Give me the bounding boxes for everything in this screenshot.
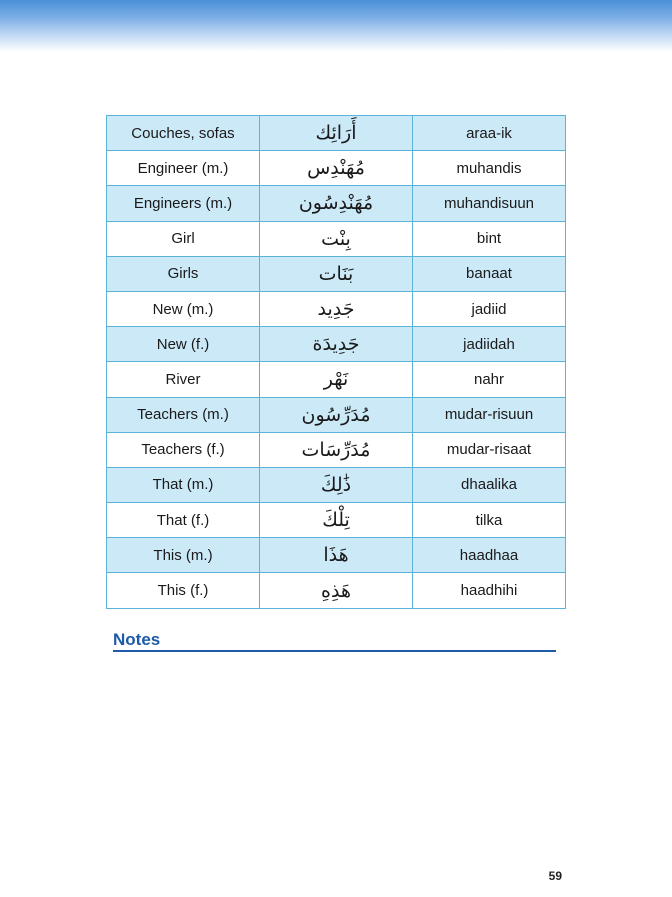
table-row: [107, 327, 566, 362]
arabic-cell: نَهْر: [260, 362, 413, 397]
arabic-cell: هَذِهِ: [260, 573, 413, 608]
notes-divider: [113, 650, 556, 652]
table-row: [107, 503, 566, 538]
transliteration-cell: muhandisuun: [413, 186, 566, 221]
table-row: [107, 573, 566, 608]
transliteration-cell: mudar-risaat: [413, 432, 566, 467]
english-cell: New (f.): [107, 327, 260, 362]
arabic-cell: ذَٰلِكَ: [260, 467, 413, 502]
transliteration-cell: mudar-risuun: [413, 397, 566, 432]
english-cell: That (f.): [107, 503, 260, 538]
arabic-cell: تِلْكَ: [260, 503, 413, 538]
arabic-cell: أَرَائِك: [260, 116, 413, 151]
arabic-cell: مُهَنْدِس: [260, 151, 413, 186]
english-cell: Engineers (m.): [107, 186, 260, 221]
arabic-cell: بَنَات: [260, 256, 413, 291]
arabic-cell: مُدَرِّسُون: [260, 397, 413, 432]
transliteration-cell: dhaalika: [413, 467, 566, 502]
arabic-cell: هَذَا: [260, 538, 413, 573]
transliteration-cell: haadhaa: [413, 538, 566, 573]
table-row: [107, 256, 566, 291]
english-cell: Engineer (m.): [107, 151, 260, 186]
english-cell: That (m.): [107, 467, 260, 502]
arabic-cell: بِنْت: [260, 221, 413, 256]
table-row: [107, 186, 566, 221]
english-cell: New (m.): [107, 291, 260, 326]
table-row: [107, 432, 566, 467]
transliteration-cell: muhandis: [413, 151, 566, 186]
transliteration-cell: tilka: [413, 503, 566, 538]
english-cell: Teachers (f.): [107, 432, 260, 467]
vocabulary-table-body: [107, 116, 566, 609]
english-cell: This (f.): [107, 573, 260, 608]
transliteration-cell: jadiid: [413, 291, 566, 326]
transliteration-cell: bint: [413, 221, 566, 256]
transliteration-cell: banaat: [413, 256, 566, 291]
table-row: [107, 467, 566, 502]
table-row: [107, 221, 566, 256]
arabic-cell: مُهَنْدِسُون: [260, 186, 413, 221]
table-row: [107, 151, 566, 186]
table-row: [107, 397, 566, 432]
english-cell: River: [107, 362, 260, 397]
arabic-cell: مُدَرِّسَات: [260, 432, 413, 467]
transliteration-cell: araa-ik: [413, 116, 566, 151]
transliteration-cell: nahr: [413, 362, 566, 397]
arabic-cell: جَدِيدَة: [260, 327, 413, 362]
page-number: 59: [548, 869, 562, 883]
arabic-cell: جَدِيد: [260, 291, 413, 326]
transliteration-cell: haadhihi: [413, 573, 566, 608]
english-cell: This (m.): [107, 538, 260, 573]
english-cell: Couches, sofas: [107, 116, 260, 151]
transliteration-cell: jadiidah: [413, 327, 566, 362]
english-cell: Girl: [107, 221, 260, 256]
english-cell: Teachers (m.): [107, 397, 260, 432]
notes-heading: Notes: [113, 630, 161, 649]
table-row: [107, 362, 566, 397]
top-header-band: [0, 0, 672, 52]
table-row: [107, 291, 566, 326]
table-row: [107, 116, 566, 151]
english-cell: Girls: [107, 256, 260, 291]
vocabulary-table: [106, 115, 566, 609]
table-row: [107, 538, 566, 573]
